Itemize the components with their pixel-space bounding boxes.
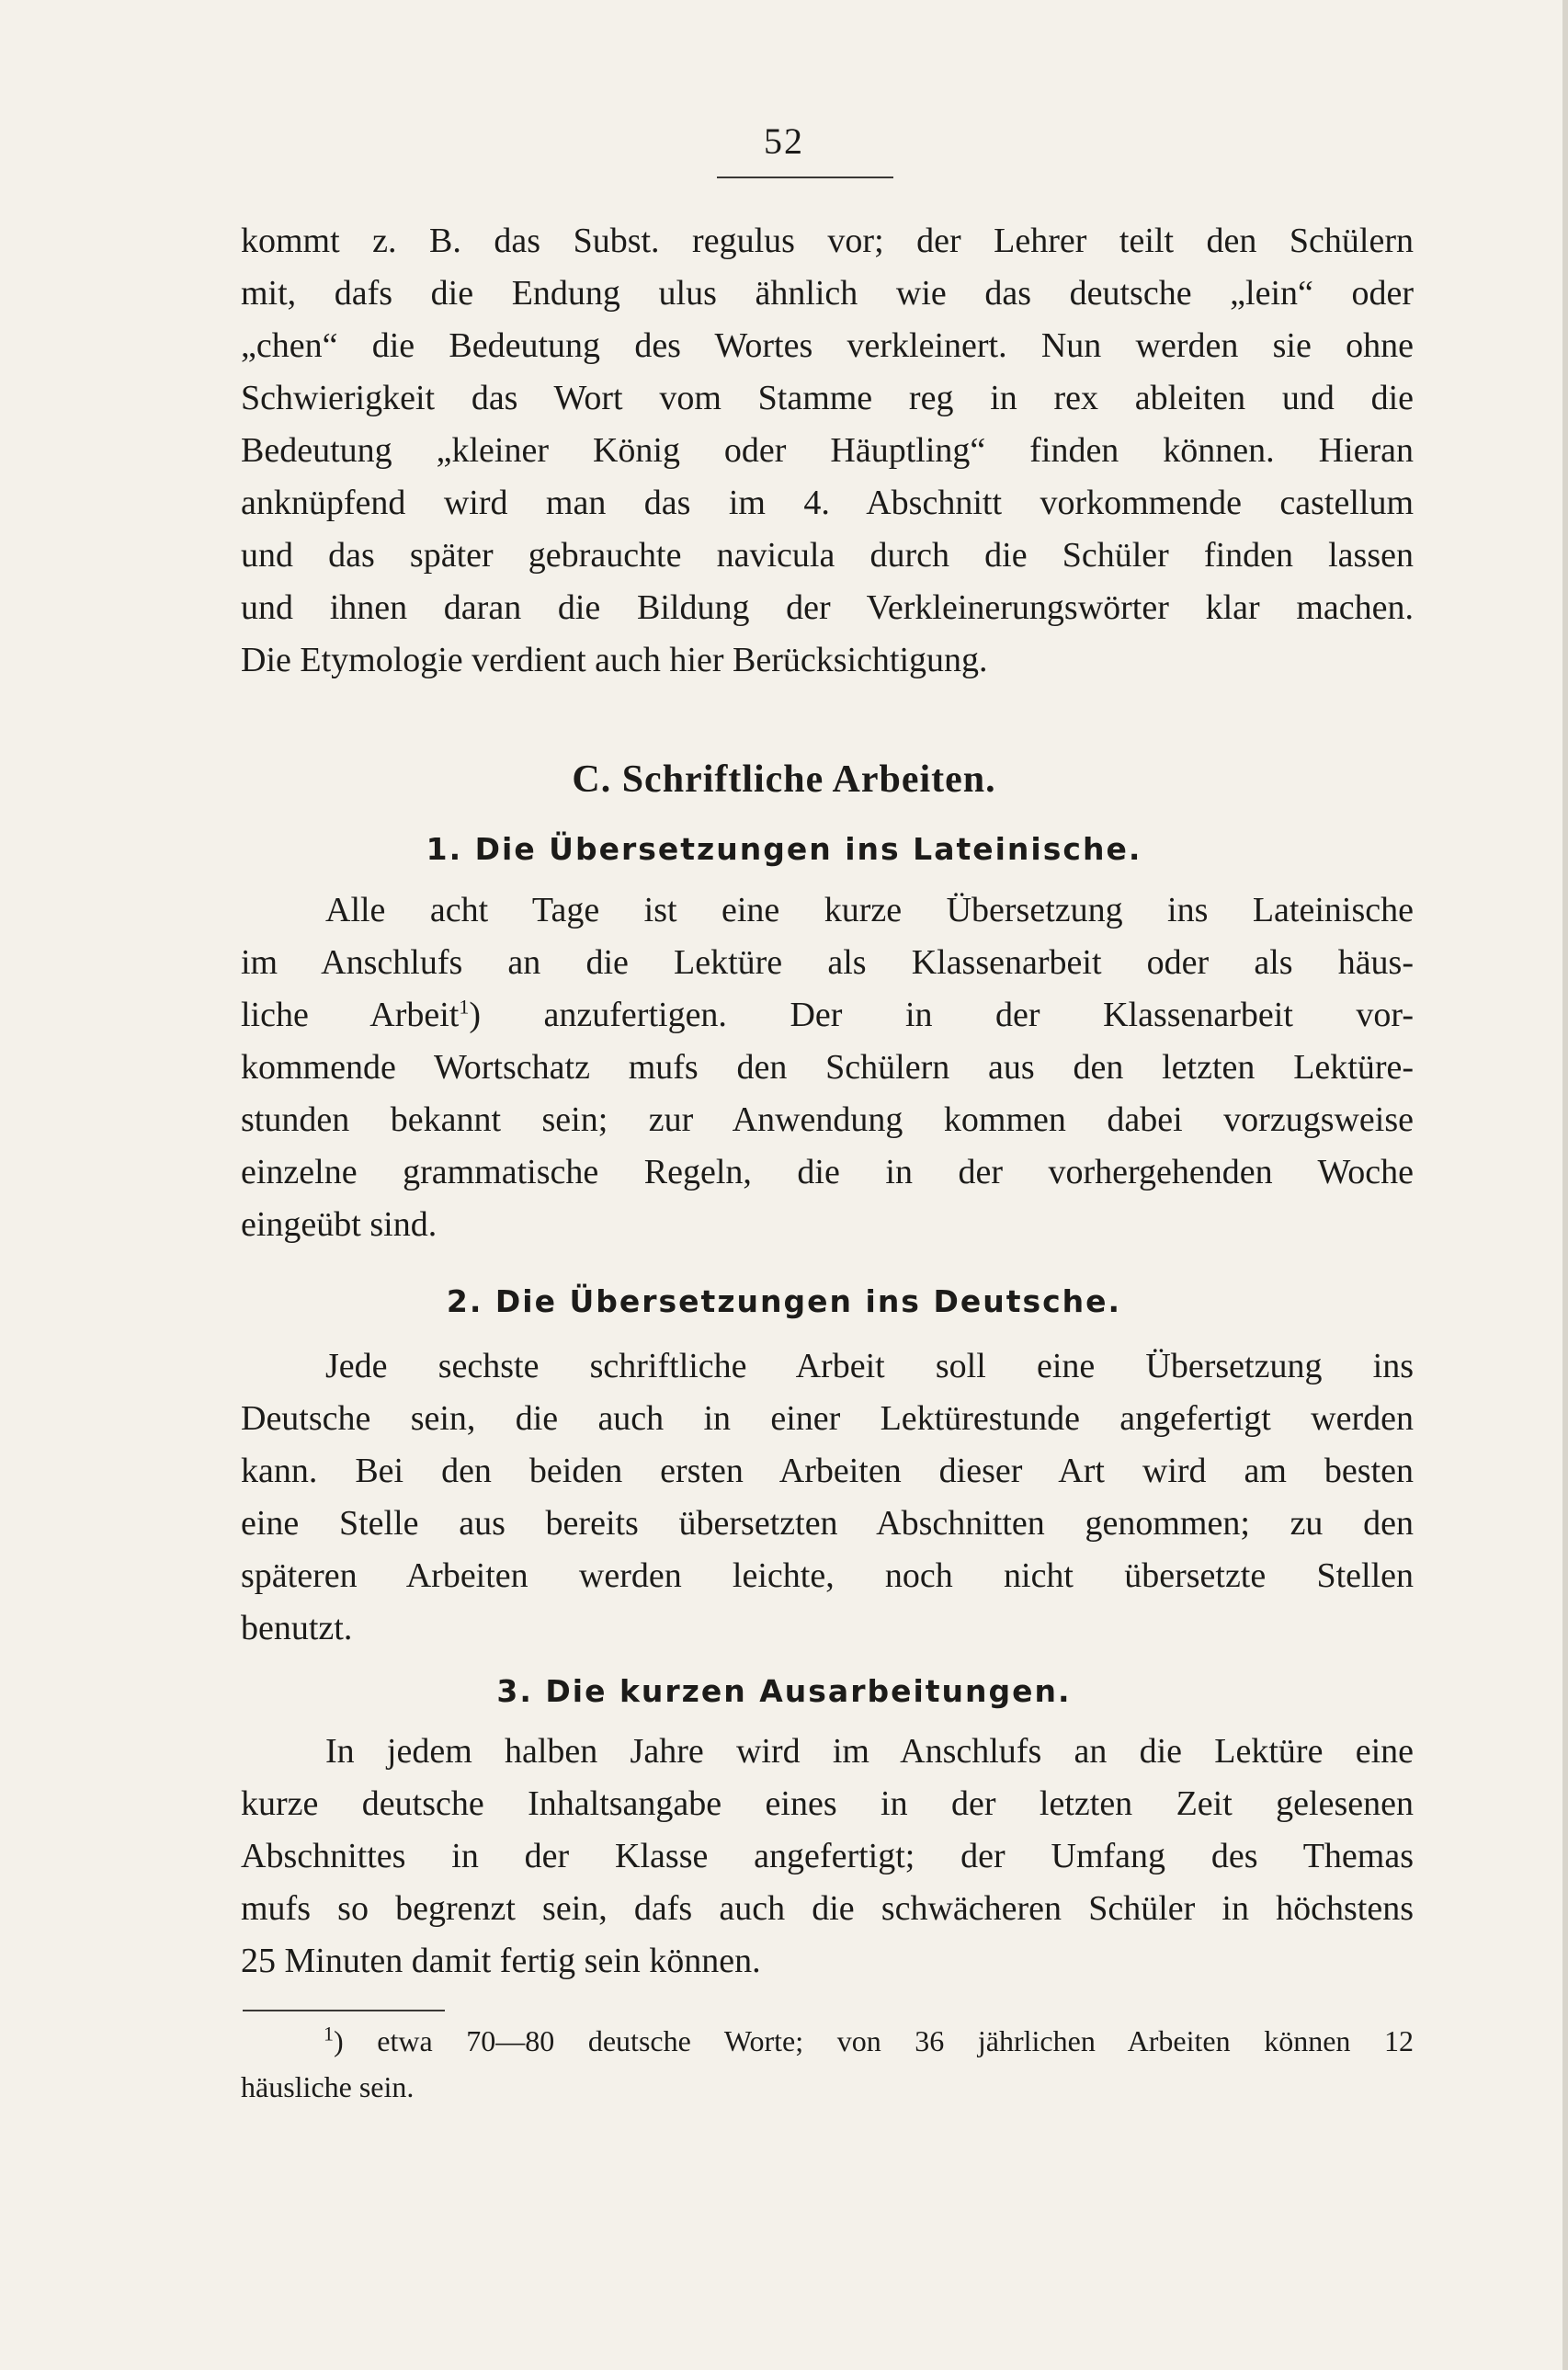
text-line: eine Stelle aus bereits übersetzten Abschnitten genommen; zu den [241, 1504, 1414, 1543]
footnote-rule [243, 2010, 445, 2011]
text-line: im Anschlufs an die Lektüre als Klassenarbeit oder als häus- [241, 943, 1414, 982]
footnote-line [241, 2018, 1414, 2064]
footnote [241, 2018, 1414, 2110]
text-line: Bedeutung „kleiner König oder Häuptling“ finden können. Hieran [241, 431, 1414, 470]
text-line: mit, dafs die Endung ulus ähnlich wie das deutsche „lein“ oder [241, 274, 1414, 313]
subsection-3-paragraph [241, 1726, 1414, 1988]
text-line: „chen“ die Bedeutung des Wortes verkleinert. Nun werden sie ohne [241, 326, 1414, 365]
text-line: kommt z. B. das Subst. regulus vor; der Lehrer teilt den Schülern [241, 222, 1414, 260]
page-number: 52 [764, 120, 804, 162]
text-line: stunden bekannt sein; zur Anwendung kommen dabei vorzugsweise [241, 1100, 1414, 1139]
text-segment: liche Arbeit [241, 996, 460, 1034]
text-line: Die Etymologie verdient auch hier Berücksichtigung. [241, 641, 988, 679]
subsection-heading-1: 1. Die Übersetzungen ins Lateinische. [426, 831, 1142, 867]
text-line: In jedem halben Jahre wird im Anschlufs an die Lektüre eine [325, 1732, 1414, 1771]
text-line: 25 Minuten damit fertig sein können. [241, 1942, 761, 1980]
text-segment: ) anzufertigen. Der in der Klassenarbeit vor- [469, 996, 1414, 1034]
footnote-marker: 1 [324, 2022, 334, 2045]
text-line: Abschnittes in der Klasse angefertigt; der Umfang des Themas [241, 1837, 1414, 1875]
intro-paragraph [241, 215, 1414, 687]
text-line: Jede sechste schriftliche Arbeit soll eine Übersetzung ins [325, 1347, 1414, 1385]
text-line: und ihnen daran die Bildung der Verkleinerungswörter klar machen. [241, 588, 1414, 627]
footnote-line: häusliche sein. [241, 2070, 415, 2103]
text-line: einzelne grammatische Regeln, die in der vorhergehenden Woche [241, 1153, 1414, 1191]
text-line: und das später gebrauchte navicula durch die Schüler finden lassen [241, 536, 1414, 575]
text-line: Deutsche sein, die auch in einer Lektürestunde angefertigt werden [241, 1399, 1414, 1438]
text-line: Schwierigkeit das Wort vom Stamme reg in rex ableiten und die [241, 379, 1414, 417]
text-line [241, 989, 1414, 1042]
subsection-heading-2: 2. Die Übersetzungen ins Deutsche. [446, 1283, 1122, 1319]
page-edge [1562, 0, 1568, 2370]
subsection-1-paragraph [241, 884, 1414, 1251]
text-line: kann. Bei den beiden ersten Arbeiten dieser Art wird am besten [241, 1452, 1414, 1490]
text-line: benutzt. [241, 1609, 353, 1647]
footnote-text: ) etwa 70—80 deutsche Worte; von 36 jährlichen Arbeiten können 12 [334, 2024, 1414, 2057]
text-line: kurze deutsche Inhaltsangabe eines in der letzten Zeit gelesenen [241, 1784, 1414, 1823]
footnote-reference: 1 [459, 995, 470, 1019]
section-title: C. Schriftliche Arbeiten. [572, 758, 996, 801]
subsection-heading-3: 3. Die kurzen Ausarbeitungen. [496, 1673, 1072, 1709]
page-number-rule [717, 177, 893, 178]
subsection-2-paragraph [241, 1340, 1414, 1655]
text-line: kommende Wortschatz mufs den Schülern aus den letzten Lektüre- [241, 1048, 1414, 1087]
text-line: späteren Arbeiten werden leichte, noch nicht übersetzte Stellen [241, 1556, 1414, 1595]
text-line: mufs so begrenzt sein, dafs auch die schwächeren Schüler in höchstens [241, 1889, 1414, 1928]
text-line: anknüpfend wird man das im 4. Abschnitt vorkommende castellum [241, 484, 1414, 522]
text-line: Alle acht Tage ist eine kurze Übersetzung ins Lateinische [325, 891, 1414, 929]
text-line: eingeübt sind. [241, 1205, 437, 1244]
